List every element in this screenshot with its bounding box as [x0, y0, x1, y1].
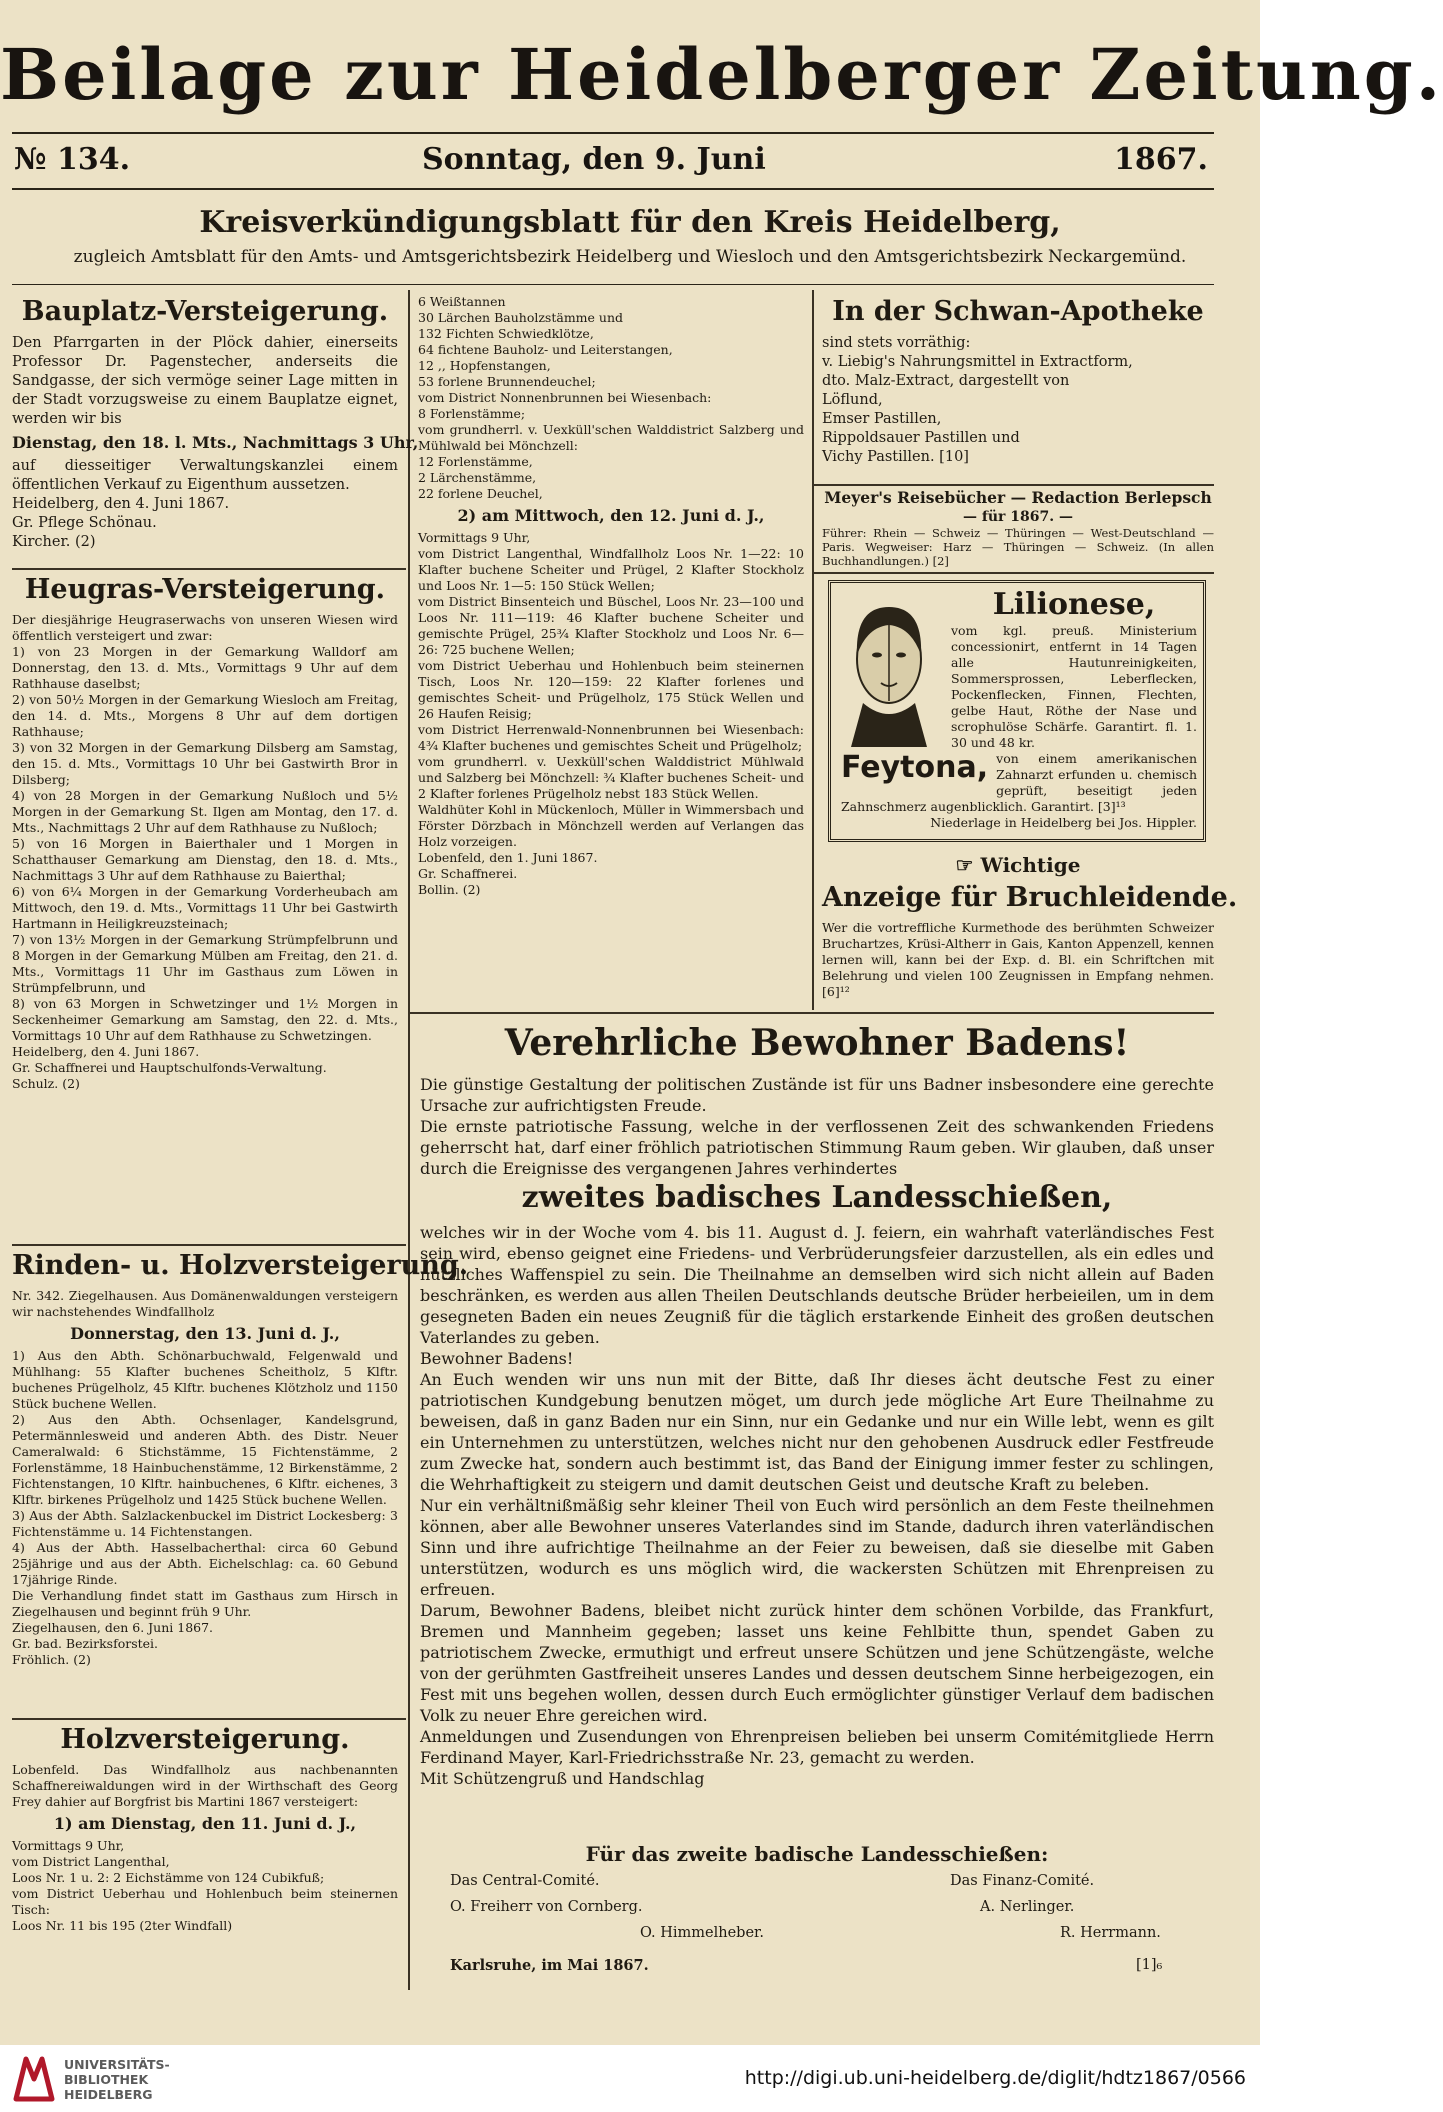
- middle-date: 2) am Mittwoch, den 12. Juni d. J.,: [457, 506, 765, 525]
- library-logo-icon: [12, 2055, 56, 2101]
- left-rule-3: [12, 1718, 406, 1720]
- signature-left-2: O. Freiherr von Cornberg.: [450, 1899, 643, 1915]
- heugras-title: Heugras-Versteigerung.: [24, 574, 386, 605]
- heugras-text: Der diesjährige Heugraserwachs von unseren Wiesen wird öffentlich versteigert und zwar: 1) von 23 Morgen in der Gemarkung Walldorf am Donnerstag, den 13. d. Mts., Vormittags 9 Uhr auf dem Rathhause daselbst; 2) von 50½ Morgen in der Gemarkung Wiesloch am Freitag, den 14. d. Mts., Morgens 8 Uhr auf dem dortigen Rathhause; 3) von 32 Morgen in der Gemarkung Dilsberg am Samstag, den 15. d. Mts., Vormittags 10 Uhr bei Gastwirth Bror in Dilsberg; 4) von 28 Morgen in der Gemarkung Nußloch und 5½ Morgen in der Gemarkung St. Ilgen am Montag, den 17. d. Mts., Nachmittags 2 Uhr auf dem Rathhause zu Nußloch; 5) von 16 Morgen in Baierthaler und 1 Morgen in Schatthauser Gemarkung am Dienstag, den 18. d. Mts., Nachmittags 3 Uhr auf dem Rathhause zu Baierthal; 6) von 6¼ Morgen in der Gemarkung Vorderheubach am Mittwoch, den 19. d. Mts., Vormittags 11 Uhr bei Gastwirth Hartmann in Heiligkreuzsteinach; 7) von 13½ Morgen in der Gemarkung Strümpfelbrunn und 8 Morgen in der Gemarkung Mülben am Freitag, den 21. d. Mts., Vormittags 11 Uhr im Gasthaus zum Löwen in Strümpfelbrunn, und 8) von 63 Morgen in Schwetzinger und 1½ Morgen in Seckenheimer Gemarkung am Samstag, den 22. d. Mts., Vormittags 10 Uhr auf dem Rathhause zu Schwetzingen. Heidelberg, den 4. Juni 1867. Gr. Schaffnerei und Hauptschulfonds-Verwaltung. Schulz. (2): [12, 612, 398, 1091]
- bauplatz-text: Den Pfarrgarten in der Plöck dahier, einerseits Professor Dr. Pagenstecher, anderseits die Sandgasse, der sich vermöge seiner Lage mitten in der Stadt vorzugsweise zu einem Bauplatze eignet, werden wir bis: [12, 335, 398, 427]
- permalink[interactable]: http://digi.ub.uni-heidelberg.de/diglit/hdtz1867/0566: [744, 2067, 1246, 2089]
- place-date: Karlsruhe, im Mai 1867.: [450, 1957, 649, 1974]
- library-logo-text: UNIVERSITÄTS- BIBLIOTHEK HEIDELBERG: [64, 2057, 170, 2102]
- holz-date: 1) am Dienstag, den 11. Juni d. J.,: [53, 1814, 357, 1833]
- masthead: Beilage zur Heidelberger Zeitung.: [0, 33, 1443, 116]
- bauplatz-text2: auf diesseitiger Verwaltungskanzlei einem öffentlichen Verkauf zu Eigenthum aussetzen. Heidelberg, den 4. Juni 1867. Gr. Pflege Schönau. Kircher. (2): [12, 458, 398, 550]
- issue-year: 1867.: [1114, 142, 1208, 177]
- signature-middle: O. Himmelheber.: [640, 1925, 764, 1941]
- kreis-title: Kreisverkündigungsblatt für den Kreis Heidelberg,: [199, 205, 1061, 240]
- middle-text: 6 Weißtannen 30 Lärchen Bauholzstämme und 132 Fichten Schwiedklötze, 64 fichtene Bauholz- und Leiterstangen, 12 ,, Hopfenstangen, 53 forlene Brunnendeuchel; vom District Nonnenbrunnen bei Wiesenbach: 8 Forlenstämme; vom grundherrl. v. Uexküll'schen Walddistrict Salzberg und Mühlwald bei Mönchzell: 12 Forlenstämme, 2 Lärchenstämme, 22 forlene Deuchel,: [418, 294, 804, 501]
- meyer-sub: — für 1867. —: [962, 509, 1074, 525]
- ad-number: [1]₆: [1136, 1957, 1163, 1973]
- middle-text2: Vormittags 9 Uhr, vom District Langenthal, Windfallholz Loos Nr. 1—22: 10 Klafter buchene Scheiter und Prügel, 2 Klafter Stockholz und Loos Nr. 1—5: 150 Stück Wellen; vom District Binsenteich und Büschel, Loos Nr. 23—100 und Loos Nr. 111—119: 46 Klafter buchene Scheiter und gemischte Prügel, 25¾ Klafter Stockholz und Loos Nr. 6—26: 725 buchene Wellen; vom District Ueberhau und Hohlenbuch beim steinernen Tisch, Loos Nr. 120—159: 22 Klafter forlenes und gemischtes Scheit- und Prügelholz, 175 Stück Wellen und 26 Haufen Reisig; vom District Herrenwald-Nonnenbrunnen bei Wiesenbach: 4¾ Klafter buchenes und gemischtes Scheit und Prügelholz; vom grundherrl. v. Uexküll'schen Walddistrict Mühlwald und Salzberg bei Mönchzell: ¾ Klafter buchenes Scheit- und 2 Klafter forlenes Prügelholz nebst 183 Stück Wellen. Waldhüter Kohl in Mückenloch, Müller in Wimmersbach und Förster Dörzbach in Mönchzell werden auf Verlangen das Holz vorzeigen. Lobenfeld, den 1. Juni 1867. Gr. Schaffnerei. Bollin. (2): [418, 530, 804, 897]
- holz-title: Holzversteigerung.: [60, 1724, 350, 1755]
- bruch-ad: [822, 850, 1238, 1010]
- bauplatz-date: Dienstag, den 18. l. Mts., Nachmittags 3 Uhr,: [12, 433, 419, 452]
- rinden-date: Donnerstag, den 13. Juni d. J.,: [70, 1324, 340, 1343]
- lilionese-title: Lilionese,: [992, 587, 1156, 622]
- holz-text: Lobenfeld. Das Windfallholz aus nachbenannten Schaffnereiwaldungen wird in der Wirthschaft des Georg Frey dahier auf Borgfrist bis Martini 1867 versteigert:: [12, 1762, 398, 1809]
- section-rule: [12, 284, 1214, 285]
- rinden-text2: 1) Aus den Abth. Schönarbuchwald, Felgenwald und Mühlhang: 55 Klafter buchenes Scheitholz, 5 Klftr. buchenes Prügelholz, 45 Klftr. buchenes Klötzholz und 1150 Stück buchene Wellen. 2) Aus den Abth. Ochsenlager, Kandelsgrund, Petermännlesweid und anderen Abth. des Distr. Neuer Cameralwald: 6 Stichstämme, 15 Fichtenstämme, 2 Forlenstämme, 18 Hainbuchenstämme, 12 Birkenstämme, 2 Fichtenstangen, 10 Klftr. hainbuchenes, 6 Klftr. eichenes, 3 Klftr. birkenes Prügelholz und 1425 Stück buchene Wellen. 3) Aus der Abth. Salzlackenbuckel im District Lockesberg: 3 Fichtenstämme u. 14 Fichtenstangen. 4) Aus der Abth. Hasselbacherthal: circa 60 Gebund 25jährige und aus der Abth. Eichelschlag: ca. 60 Gebund 17jährige Rinde. Die Verhandlung findet statt im Gasthaus zum Hirsch in Ziegelhausen und beginnt früh 9 Uhr. Ziegelhausen, den 6. Juni 1867. Gr. bad. Bezirksforstei. Fröhlich. (2): [12, 1348, 398, 1667]
- bruch-text: Wer die vortreffliche Kurmethode des berühmten Schweizer Bruchartzes, Krüsi-Altherr in Gais, Kanton Appenzell, kennen lernen will, kann bei der Exp. d. Bl. ein Schriftchen mit Belehrung und vielen 100 Zeugnissen in Empfang nehmen. [6]¹²: [822, 920, 1214, 999]
- lilionese-text: vom kgl. preuß. Ministerium concessionirt, entfernt in 14 Tagen alle Hautunreinigkeiten, Sommersprossen, Leberflecken, Pockenflecken, Finnen, Flechten, gelbe Haut, Röthe der Nase und scrophulöse Schärfe. Garantirt. fl. 1. 30 und 48 kr.: [951, 623, 1197, 750]
- rinden-text: Nr. 342. Ziegelhausen. Aus Domänenwaldungen versteigern wir nachstehendes Windfallholz: [12, 1288, 398, 1319]
- middle-rule: [410, 1012, 1214, 1014]
- rinden-notice: [12, 1248, 469, 1714]
- footer-bar: [0, 2045, 1260, 2112]
- baden-para-1: Die günstige Gestaltung der politischen Zustände ist für uns Badner insbesondere eine gerechte Ursache zur aufrichtigsten Freude. Die ernste patriotische Fassung, welche in der verflossenen Zeit des schwankenden Friedens geherrscht hat, darf einer fröhlich patriotischen Stimmung Raum geben. Wir glauben, daß unser durch die Ereignisse des vergangenen Jahres verhindertes: [420, 1075, 1214, 1178]
- left-rule-2: [12, 1244, 406, 1246]
- holz-notice-continued: [418, 294, 804, 1006]
- meyer-ad: [822, 488, 1214, 570]
- column-divider-right: [812, 290, 814, 1010]
- column-divider-left: [408, 290, 410, 1990]
- pointing-hand-icon: ☞: [955, 853, 974, 877]
- left-rule-1: [12, 568, 406, 570]
- meyer-text: Führer: Rhein — Schweiz — Thüringen — West-Deutschland — Paris. Wegweiser: Harz — Thüringen — Schweiz. (In allen Buchhandlungen.) [2]: [822, 526, 1214, 568]
- dateline: [12, 140, 1214, 180]
- bruch-pre-line: [822, 852, 1214, 878]
- baden-para-2: welches wir in der Woche vom 4. bis 11. August d. J. feiern, ein wahrhaft vaterländisches Fest sein wird, ebenso geignet eine Friedens- und Verbrüderungsfeier darzustellen, als ein edles und nützliches Waffenspiel zu sein. Die Theilnahme an demselben wird sich nicht allein auf Baden beschränken, es werden aus allen Theilen Deutschlands deutsche Brüder herbeieilen, um in dem gesegneten Baden ein neues Zeugniß für die täglich erstarkende Einheit des großen deutschen Vaterlandes zu geben. Bewohner Badens! An Euch wenden wir uns nun mit der Bitte, daß Ihr dieses ächt deutsche Fest zu einer patriotischen Kundgebung benutzen möget, um durch jede mögliche Art Eure Theilnahme zu beweisen, daß in ganz Baden nur ein Sinn, nur ein Gedanke und nur ein Wille lebt, wenn es gilt ein Unternehmen zu unterstützen, welches nicht nur den gehobenen Ausdruck edler Festfreude zum Zwecke hat, sondern auch bestimmt ist, das Band der Einigung immer fester zu schlingen, die Wehrhaftigkeit zu steigern und damit deutschen Geist und deutsche Kraft zu beleben. Nur ein verhältnißmäßig sehr kleiner Theil von Euch wird persönlich an dem Feste theilnehmen können, aber alle Bewohner unseres Vaterlandes sind im Stande, dadurch ihren vaterländischen Sinn und ihre aufrichtige Theilnahme an der Feier zu beweisen, daß sie dieselbe mit Gaben unterstützen, wodurch es uns möglich wird, die wackersten Schützen mit Ehrenpreisen zu erfreuen. Darum, Bewohner Badens, bleibet nicht zurück hinter dem schönen Vorbilde, das Frankfurt, Bremen und Mannheim gegeben; lasset uns keine Fehlbitte thun, spendet Gaben zu patriotischem Zwecke, ermuthigt und erfreut unsere Schützen und jene Schützengäste, welche von der gerühmten Gastfreiheit unseres Landes und dessen deutschem Sinne herbeigezogen, ein Fest mit uns begehen wollen, dessen durch Euch ermöglichter günstiger Verlauf dem badischen Volk zu neuer Ehre gereichen wird. Anmeldungen und Zusendungen von Ehrenpreisen belieben bei unserm Comitémitgliede Herrn Ferdinand Mayer, Karl-Friedrichsstraße Nr. 23, gemacht zu werden. Mit Schützengruß und Handschlag: [420, 1223, 1214, 1788]
- heugras-notice: [12, 572, 398, 1240]
- feytona-title: Feytona,: [841, 750, 989, 785]
- portrait-illustration: [841, 597, 937, 747]
- signature-right-3: R. Herrmann.: [1060, 1925, 1161, 1941]
- masthead-rule: [12, 132, 1214, 134]
- bauplatz-title: Bauplatz-Versteigerung.: [21, 296, 389, 327]
- holz-notice: [12, 1722, 398, 1990]
- kreis-subtitle: zugleich Amtsblatt für den Amts- und Amtsgerichtsbezirk Heidelberg und Wiesloch und den Amtsgerichtsbezirk Neckargemünd.: [73, 247, 1187, 267]
- right-rule-1: [814, 484, 1214, 486]
- bruch-pre: Wichtige: [980, 853, 1081, 877]
- schwan-apotheke-ad: [822, 294, 1214, 484]
- bauplatz-notice: [12, 294, 419, 562]
- lilionese-depot: Niederlage in Heidelberg bei Jos. Hippler.: [930, 815, 1197, 830]
- bruch-title: Anzeige für Bruchleidende.: [822, 882, 1238, 913]
- right-rule-2: [814, 572, 1214, 574]
- lilionese-ad: [828, 580, 1206, 842]
- schwan-title: In der Schwan-Apotheke: [832, 296, 1204, 327]
- signature-right-1: Das Finanz-Comité.: [950, 1873, 1095, 1889]
- schwan-text: sind stets vorräthig: v. Liebig's Nahrungsmittel in Extractform, dto. Malz-Extract, dargestellt von Löflund, Emser Pastillen, Rippoldsauer Pastillen und Vichy Pastillen. [10]: [822, 335, 1133, 465]
- issue-number: № 134.: [14, 142, 131, 177]
- feytona-text: von einem amerikanischen Zahnarzt erfunden u. chemisch geprüft, beseitigt jeden Zahnschmerz augenblicklich. Garantirt. [3]¹³: [841, 751, 1197, 814]
- meyer-title: Meyer's Reisebücher — Redaction Berlepsch: [824, 488, 1212, 507]
- dateline-rule: [12, 188, 1214, 190]
- rinden-title: Rinden- u. Holzversteigerung.: [12, 1250, 469, 1281]
- signature-right-2: A. Nerlinger.: [980, 1899, 1075, 1915]
- issue-date: Sonntag, den 9. Juni: [422, 142, 766, 177]
- signature-left-1: Das Central-Comité.: [450, 1873, 600, 1889]
- signature-title: Für das zweite badische Landesschießen:: [585, 1842, 1049, 1866]
- holz-text2: Vormittags 9 Uhr, vom District Langenthal, Loos Nr. 1 u. 2: 2 Eichstämme von 124 Cubikfuß; vom District Ueberhau und Hohlenbuch beim steinernen Tisch: Loos Nr. 11 bis 195 (2ter Windfall): [12, 1838, 398, 1933]
- baden-subtitle: zweites badisches Landesschießen,: [521, 1180, 1113, 1215]
- baden-title: Verehrliche Bewohner Badens!: [504, 1022, 1130, 1064]
